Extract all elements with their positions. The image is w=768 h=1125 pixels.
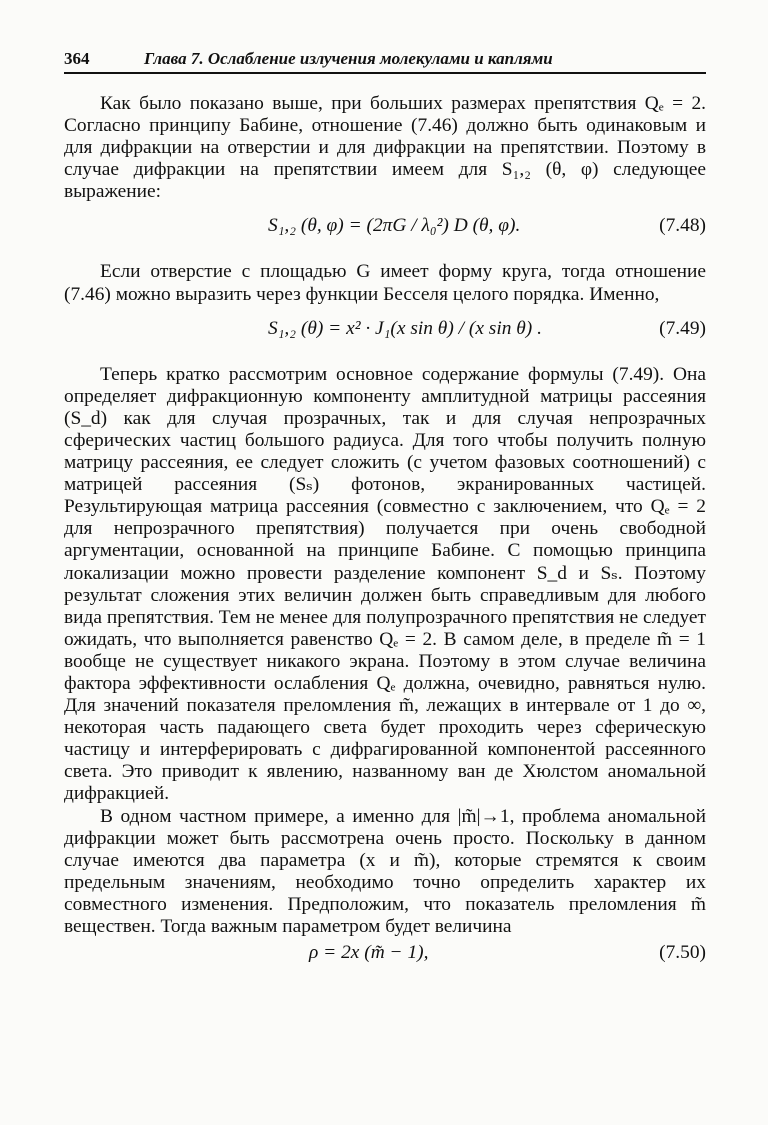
paragraph-2: Если отверстие с площадью G имеет форму круга, тогда отношение (7.46) можно выразить через функции Бесселя целого порядка. Именно, <box>64 261 706 305</box>
equation-7-49 <box>64 310 706 358</box>
paragraph-1: Как было показано выше, при больших размерах препятствия Qₑ = 2. Согласно принципу Бабине, отношение (7.46) должно быть одинаковым и для дифракции на отверстии и для дифракции на препятствии. Поэтому в случае дифракции на препятствии имеем для S₁,₂ (θ, φ) следующее выражение: <box>64 93 706 203</box>
equation-7-48 <box>64 207 706 255</box>
equation-7-48-expression: S₁,₂ (θ, φ) = (2πG / λ₀²) D (θ, φ). <box>268 215 521 237</box>
page-number: 364 <box>64 49 90 68</box>
chapter-title: Глава 7. Ослабление излучения молекулами и каплями <box>144 49 553 68</box>
equation-7-49-expression: S₁,₂ (θ) = x² · J₁(x sin θ) / (x sin θ) . <box>268 317 542 339</box>
paragraph-3: Теперь кратко рассмотрим основное содержание формулы (7.49). Она определяет дифракционную компоненту амплитудной матрицы рассеяния (S_d) как для случая прозрачных, так и для случая непрозрачных сферических частиц большого радиуса. Для того чтобы получить полную матрицу рассеяния, ее следует сложить (с учетом фазовых соотношений) с матрицей рассеяния (Sₛ) фотонов, экранированных частицей. Результирующая матрица рассеяния (совместно с заключением, что Qₑ = 2 для непрозрачного препятствия) получается при очень свободной аргументации, основанной на принципе Бабине. С помощью принципа локализации можно провести разделение компонент S_d и Sₛ. Поэтому результат сложения этих величин должен быть справедливым для любого вида препятствия. Тем не менее для полупрозрачного препятствия не следует ожидать, что выполняется равенство Qₑ = 2. В самом деле, в пределе m̃ = 1 вообще не существует никакого экрана. Поэтому в этом случае величина фактора эффективности ослабления Qₑ должна, очевидно, равняться нулю. Для значений показателя преломления m̃, лежащих в интервале от 1 до ∞, некоторая часть падающего света будет проходить через сферическую частицу и интерферировать с дифрагированной компонентой рассеянного света. Это приводит к явлению, названному ван де Хюлстом аномальной дифракцией. <box>64 363 706 805</box>
equation-7-50-number: (7.50) <box>659 942 706 964</box>
body-text <box>64 93 706 968</box>
paragraph-4: В одном частном примере, а именно для |m̃|→1, проблема аномальной дифракции может быть рассмотрена очень просто. Поскольку в данном случае имеются два параметра (x и m̃), которые стремятся к своим предельным значениям, необходимо точно определить характер их совместного изменения. Предположим, что показатель преломления m̃ веществен. Тогда важным параметром будет величина <box>64 805 706 937</box>
equation-7-48-number: (7.48) <box>659 215 706 237</box>
equation-7-50-expression: ρ = 2x (m̃ − 1), <box>309 942 429 964</box>
equation-7-49-number: (7.49) <box>659 317 706 339</box>
running-header <box>64 48 706 74</box>
equation-7-50 <box>64 938 706 968</box>
